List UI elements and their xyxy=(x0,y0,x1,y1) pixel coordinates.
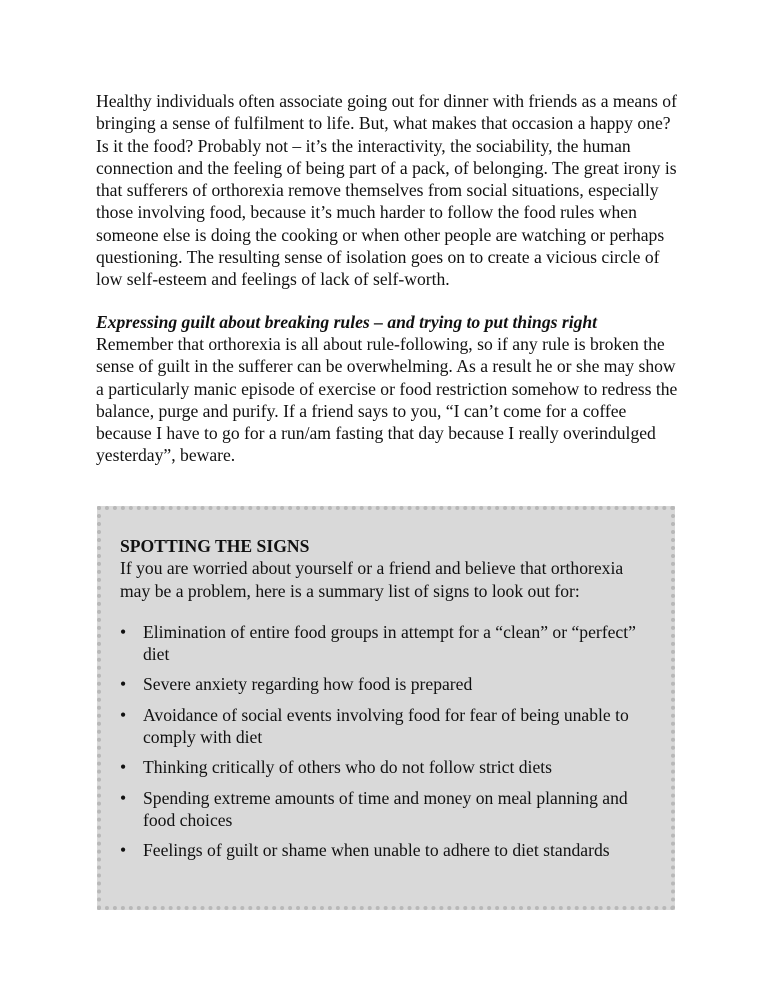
sign-item xyxy=(120,839,655,861)
body-paragraph-2: Remember that orthorexia is all about rule-following, so if any rule is broken the sense of guilt in the sufferer can be overwhelming. As a result he or she may show a particularly manic episode of exercise or food restriction somehow to redress the balance, purge and purify. If a friend says to you, “I can’t come for a coffee because I have to go for a run/am fasting that day because I really overindulged yesterday”, beware. xyxy=(96,333,678,466)
bullet-icon: • xyxy=(120,704,127,725)
bullet-icon: • xyxy=(120,757,127,778)
signs-sidebar-box xyxy=(97,506,675,910)
sign-item xyxy=(120,704,655,749)
bullet-icon: • xyxy=(120,621,127,642)
signs-box-content xyxy=(120,535,655,870)
bullet-icon: • xyxy=(120,787,127,808)
signs-box-title: SPOTTING THE SIGNS xyxy=(120,536,310,556)
section-subheading: Expressing guilt about breaking rules – and trying to put things right xyxy=(96,311,598,332)
sign-item xyxy=(120,673,655,695)
sign-item-text: Avoidance of social events involving food for fear of being unable to comply with diet xyxy=(143,704,629,748)
bullet-icon: • xyxy=(120,674,127,695)
sign-item-text: Severe anxiety regarding how food is prepared xyxy=(143,674,473,695)
sign-item-text: Thinking critically of others who do not follow strict diets xyxy=(143,757,552,778)
signs-list xyxy=(120,621,655,862)
sign-item-text: Feelings of guilt or shame when unable to adhere to diet standards xyxy=(143,840,610,861)
article-body xyxy=(96,90,678,467)
bullet-icon: • xyxy=(120,840,127,861)
sign-item-text: Spending extreme amounts of time and money on meal planning and food choices xyxy=(143,787,628,830)
body-paragraph-1: Healthy individuals often associate going out for dinner with friends as a means of bringing a sense of fulfilment to life. But, what makes that occasion a happy one? Is it the food? Probably not – it’s the interactivity, the sociability, the human connection and the feeling of being part of a pack, of belonging. The great irony is that sufferers of orthorexia remove themselves from social situations, especially those involving food, because it’s much harder to follow the food rules when someone else is doing the cooking or when other people are watching or perhaps questioning. The resulting sense of isolation goes on to create a vicious circle of low self-esteem and feelings of lack of self-worth. xyxy=(96,91,677,290)
sign-item xyxy=(120,756,655,778)
sign-item xyxy=(120,621,655,666)
sign-item-text: Elimination of entire food groups in attempt for a “clean” or “perfect” diet xyxy=(143,621,636,665)
sign-item xyxy=(120,787,655,832)
signs-box-intro: If you are worried about yourself or a friend and believe that orthorexia may be a problem, here is a summary list of signs to look out for: xyxy=(120,558,624,601)
